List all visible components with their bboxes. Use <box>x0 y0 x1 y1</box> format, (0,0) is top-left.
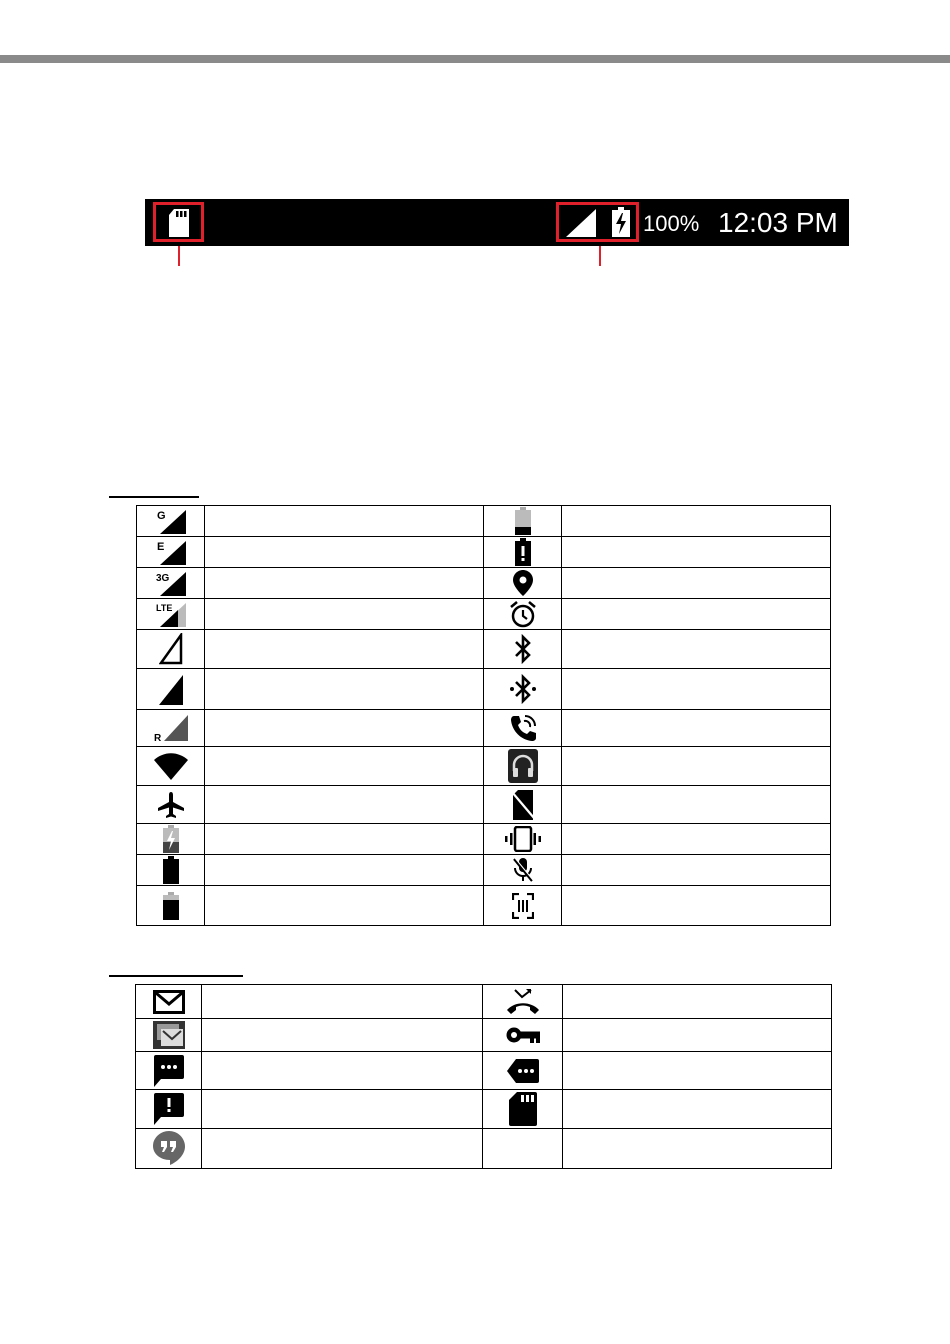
bluetooth-connected-icon <box>509 672 537 706</box>
wifi-icon <box>154 752 188 780</box>
table-row <box>136 1090 832 1129</box>
desc-cell <box>562 824 831 855</box>
gmail-multiple-icon <box>153 1021 185 1049</box>
call-icon <box>510 714 536 742</box>
bluetooth-icon <box>513 634 533 664</box>
notification-icons-heading-rule <box>109 975 243 977</box>
battery-percent: 100% <box>643 211 700 236</box>
desc-cell <box>205 747 484 786</box>
alarm-icon <box>509 600 537 628</box>
signal-full-icon <box>158 673 184 705</box>
table-row <box>137 855 831 886</box>
table-row <box>136 1052 832 1090</box>
status-bar-example <box>145 199 849 246</box>
right-callout-line <box>599 246 601 266</box>
svg-text:E: E <box>156 541 164 553</box>
table-row <box>137 568 831 599</box>
desc-cell <box>562 886 831 926</box>
desc-cell <box>205 599 484 630</box>
desc-cell <box>562 568 831 599</box>
top-rule <box>0 55 950 63</box>
table-row <box>137 630 831 669</box>
desc-cell <box>205 824 484 855</box>
signal-g-icon <box>156 508 186 534</box>
hangouts-icon <box>153 1131 185 1167</box>
desc-cell <box>562 537 831 568</box>
left-highlight-box <box>153 202 204 242</box>
message-alert-icon <box>154 1093 184 1125</box>
status-icons-table <box>136 505 831 926</box>
desc-cell <box>202 1090 483 1129</box>
signal-3g-icon <box>156 570 186 596</box>
desc-cell <box>562 855 831 886</box>
signal-lte-icon <box>156 601 186 627</box>
table-row <box>137 599 831 630</box>
desc-cell <box>202 1052 483 1090</box>
desc-cell <box>205 630 484 669</box>
status-icons-heading-rule <box>109 496 199 498</box>
table-row <box>136 1019 832 1052</box>
table-row <box>137 537 831 568</box>
desc-cell <box>562 747 831 786</box>
desc-cell <box>205 568 484 599</box>
clock: 12:03 PM <box>718 207 838 238</box>
svg-text:R: R <box>153 733 161 743</box>
table-row <box>136 985 832 1019</box>
desc-cell <box>563 1129 832 1169</box>
table-row <box>137 824 831 855</box>
desc-cell <box>205 506 484 537</box>
desc-cell <box>205 710 484 747</box>
airplane-icon <box>157 791 185 819</box>
desc-cell <box>562 630 831 669</box>
scan-icon <box>512 893 534 919</box>
table-row <box>137 710 831 747</box>
table-row <box>137 786 831 824</box>
desc-cell <box>202 985 483 1019</box>
desc-cell <box>205 537 484 568</box>
headset-icon <box>508 749 538 783</box>
no-sim-icon <box>512 790 534 820</box>
battery-low-icon <box>515 507 531 535</box>
desc-cell <box>563 1090 832 1129</box>
desc-cell <box>563 1052 832 1090</box>
missed-call-icon <box>505 988 541 1016</box>
table-row <box>136 1129 832 1169</box>
desc-cell <box>202 1019 483 1052</box>
signal-empty-icon <box>159 633 183 665</box>
desc-cell <box>562 669 831 710</box>
table-row <box>137 886 831 926</box>
empty-icon-cell <box>483 1129 563 1169</box>
vibrate-icon <box>505 826 541 852</box>
desc-cell <box>562 599 831 630</box>
notification-icons-table <box>135 984 832 1169</box>
gmail-icon <box>153 990 185 1014</box>
right-highlight-box <box>556 202 639 242</box>
battery-medium-icon <box>163 892 179 920</box>
desc-cell <box>205 855 484 886</box>
desc-cell <box>562 786 831 824</box>
desc-cell <box>205 786 484 824</box>
svg-text:LTE: LTE <box>155 603 172 613</box>
desc-cell <box>563 1019 832 1052</box>
left-callout-line <box>178 246 180 266</box>
table-row <box>137 747 831 786</box>
svg-text:G: G <box>156 510 166 522</box>
location-icon <box>513 570 533 596</box>
mic-off-icon <box>512 857 534 883</box>
battery-charging-icon <box>163 825 179 853</box>
desc-cell <box>205 886 484 926</box>
battery-full-icon <box>163 856 179 884</box>
sd-card-icon <box>509 1092 537 1126</box>
battery-alert-icon <box>515 538 531 566</box>
desc-cell <box>202 1129 483 1169</box>
desc-cell <box>562 506 831 537</box>
desc-cell <box>205 669 484 710</box>
signal-roaming-icon <box>154 713 188 743</box>
svg-text:3G: 3G <box>155 573 169 584</box>
table-row <box>137 669 831 710</box>
desc-cell <box>563 985 832 1019</box>
signal-e-icon <box>156 539 186 565</box>
desc-cell <box>562 710 831 747</box>
message-icon <box>154 1055 184 1087</box>
tty-icon <box>507 1059 539 1083</box>
vpn-key-icon <box>506 1026 540 1044</box>
table-row <box>137 506 831 537</box>
